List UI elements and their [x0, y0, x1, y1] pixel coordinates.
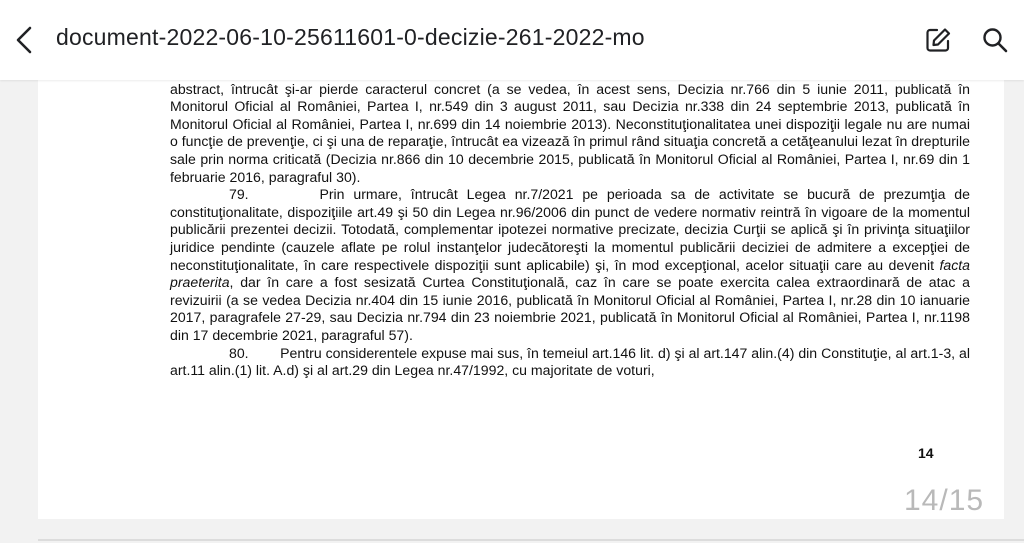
document-page[interactable] [38, 70, 1004, 519]
paragraph-79-text-end: , dar în care a fost sesizată Curtea Constituţională, caz în care se poate exercita calea extraordinară de atac a revizuirii (a se vedea Decizia nr.404 din 15 iunie 2016, publicată în Monitorul Oficial al României, Partea I, nr.28 din 10 ianuarie 2017, paragrafele 27-29, sau Decizia nr.794 din 23 noiembrie 2021, publicată în Monitorul Oficial al României, Partea I, nr.1198 din 17 decembrie 2021, paragraful 57). [170, 274, 970, 343]
paragraph-79 [170, 186, 970, 344]
paragraph-79-text: 79. Prin urmare, întrucât Legea nr.7/2021 pe perioada sa de activitate se bucură de prezumţia de constituţionalitate, dispoziţiile art.49 şi 50 din Legea nr.96/2006 din punct de vedere normativ reintră în vigoare de la momentul publicării prezentei decizii. Totodată, complementar ipotezei normative precizate, decizia Curţii se aplică şi în privinţa situaţiilor juridice pendinte (cauzele aflate pe rolul instanţelor judecătoreşti la momentul publicării deciziei de admitere a excepţiei de neconstituţionalitate, în care respectivele dispoziţii sunt aplicabile) şi, în mod excepţional, acelor situaţii care au devenit [170, 186, 970, 273]
bottom-divider [38, 539, 1024, 541]
paragraph-80: 80. Pentru considerentele expuse mai sus, în temeiul art.146 lit. d) şi al art.147 alin.(4) din Constituţie, al art.1-3, al art.11 alin.(1) lit. A.d) şi al art.29 din Legea nr.47/1992, cu majoritate de voturi, [170, 344, 970, 379]
search-button[interactable] [979, 24, 1011, 56]
document-title: document-2022-06-10-25611601-0-decizie-261-2022-mo [56, 24, 645, 50]
page-text [170, 70, 970, 380]
page-number: 14 [918, 445, 934, 461]
chevron-left-icon [13, 25, 35, 55]
edit-button[interactable] [922, 24, 954, 56]
top-app-bar [0, 0, 1024, 80]
paragraph-78-continued: abstract, întrucât şi-ar pierde caracterul concret (a se vedea, în acest sens, Decizia nr.766 din 5 iunie 2011, publicată în Monitorul Oficial al României, Partea I, nr.549 din 3 august 2011, sau Decizia nr.338 din 24 septembrie 2013, publicată în Monitorul Oficial al României, Partea I, nr.699 din 14 noiembrie 2013). Neconstituţionalitatea unei dispoziţii legale nu are numai o funcţie de prevenţie, ci şi una de reparaţie, întrucât ea vizează în primul rând situaţia concretă a cetăţeanului lezat în drepturile sale prin norma criticată (Decizia nr.866 din 10 decembrie 2015, publicată în Monitorul Oficial al României, Partea I, nr.69 din 1 februarie 2016, paragraful 30). [170, 80, 970, 185]
italic-term: facta praeterita [170, 256, 970, 291]
back-button[interactable] [6, 22, 42, 58]
search-icon [981, 26, 1009, 54]
edit-icon [924, 26, 952, 54]
page-indicator: 14/15 [904, 484, 985, 517]
